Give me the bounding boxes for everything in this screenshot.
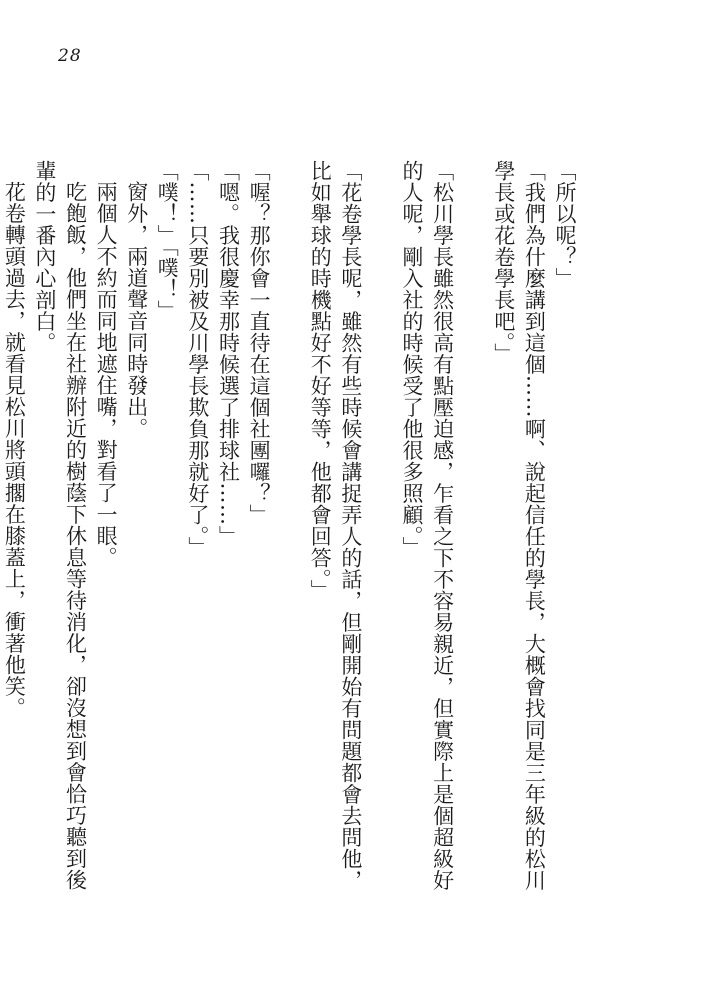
page-number: 28 bbox=[58, 46, 82, 66]
paragraph: 「所以呢？」 bbox=[553, 160, 577, 289]
paragraph: 「花卷學長呢，雖然有些時候會講捉弄人的話，但剛開始有問題都會去問他，比如舉球的時機點好不好等等，他都會回答。」 bbox=[308, 160, 363, 891]
paragraph: 兩個人不約而同地遮住嘴，對看了一眼。 bbox=[94, 181, 119, 568]
paragraph: 「我們為什麼講到這個……啊、說起信任的學長，大概會找同是三年級的松川學長或花卷學長吧。」 bbox=[491, 160, 547, 891]
paragraph: 「松川學長雖然很高有點壓迫感，乍看之下不容易親近，但實際上是個超級好的人呢，剛入社的時候受了他很多照顧。」 bbox=[400, 160, 455, 891]
paragraph: 「嗯。我很慶幸那時候選了排球社……」 bbox=[216, 160, 241, 547]
novel-text-body bbox=[0, 160, 580, 910]
paragraph: 「噗！」「噗！」 bbox=[155, 160, 180, 322]
paragraph: 吃飽飯，他們坐在社辦附近的樹蔭下休息等待消化，卻沒想到會恰巧聽到後輩的一番內心剖白。 bbox=[32, 160, 88, 891]
paragraph: 「喔？那你會一直待在這個社團囉？」 bbox=[247, 160, 272, 526]
paragraph: 窗外，兩道聲音同時發出。 bbox=[124, 181, 149, 439]
paragraph: 花卷轉頭過去，就看見松川將頭擱在膝蓋上，衝著他笑。 bbox=[2, 181, 27, 719]
paragraph: 「……只要別被及川學長欺負那就好了。」 bbox=[185, 160, 210, 558]
